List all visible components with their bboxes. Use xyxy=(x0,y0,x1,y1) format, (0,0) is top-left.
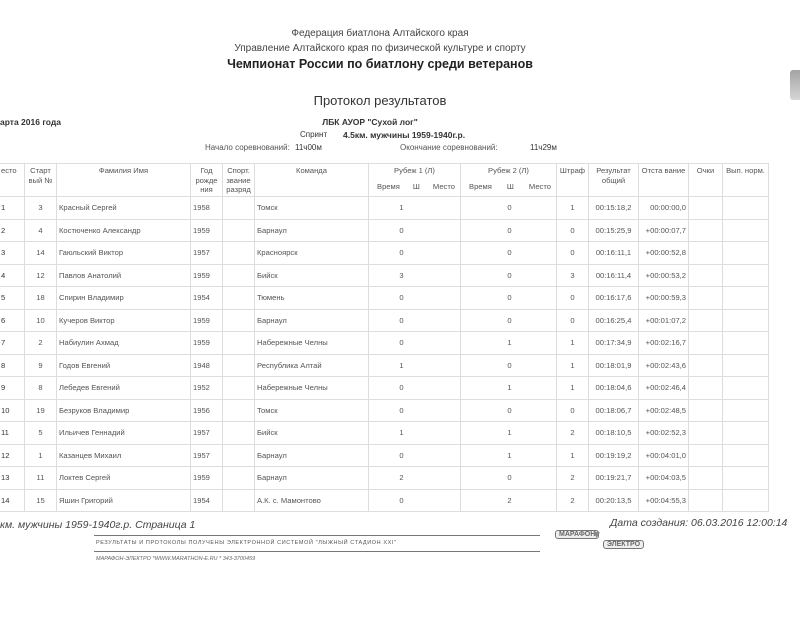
cell-penalty: 0 xyxy=(557,399,589,422)
discipline: Спринт xyxy=(300,130,328,139)
table-row xyxy=(0,242,769,265)
cell-gap: +00:04:55,3 xyxy=(639,489,689,512)
cell-team: Красноярск xyxy=(255,242,369,265)
cell-r2: 1 xyxy=(461,444,557,467)
cell-year: 1957 xyxy=(191,422,223,445)
table-row xyxy=(0,489,769,512)
cell-gap: +00:00:52,8 xyxy=(639,242,689,265)
cell-norm xyxy=(723,467,769,490)
cell-norm xyxy=(723,444,769,467)
cell-bib: 4 xyxy=(25,219,57,242)
cell-gap: +00:01:07,2 xyxy=(639,309,689,332)
category: 4.5км. мужчины 1959-1940г.р. xyxy=(343,130,466,140)
cell-bib: 18 xyxy=(25,287,57,310)
cell-rank xyxy=(223,219,255,242)
cell-result: 00:20:13,5 xyxy=(589,489,639,512)
cell-team: Республика Алтай xyxy=(255,354,369,377)
championship-title: Чемпионат России по биатлону среди ветеранов xyxy=(227,57,533,71)
start-label: Начало соревнований: xyxy=(205,143,290,152)
cell-norm xyxy=(723,399,769,422)
col-rank: Спорт. звание разряд xyxy=(223,164,255,197)
cell-points xyxy=(689,444,723,467)
cell-penalty: 3 xyxy=(557,264,589,287)
cell-year: 1948 xyxy=(191,354,223,377)
cell-rank xyxy=(223,264,255,287)
cell-place: 6 xyxy=(0,309,25,332)
cell-year: 1958 xyxy=(191,197,223,220)
cell-norm xyxy=(723,422,769,445)
cell-r1: 0 xyxy=(369,489,461,512)
logo-top: МАРАФОН xyxy=(555,530,599,539)
range2-label: Рубеж 2 (Л) xyxy=(488,166,529,175)
cell-place: 5 xyxy=(0,287,25,310)
cell-bib: 8 xyxy=(25,377,57,400)
table-row xyxy=(0,197,769,220)
cell-place: 11 xyxy=(0,422,25,445)
cell-year: 1959 xyxy=(191,309,223,332)
cell-penalty: 0 xyxy=(557,242,589,265)
logo-bottom: ЭЛЕКТРО xyxy=(603,540,644,549)
end-time: 11ч29м xyxy=(530,143,557,152)
table-row xyxy=(0,377,769,400)
cell-year: 1959 xyxy=(191,264,223,287)
cell-r2: 0 xyxy=(461,354,557,377)
range1-label: Рубеж 1 (Л) xyxy=(394,166,435,175)
cell-result: 00:18:06,7 xyxy=(589,399,639,422)
protocol-title: Протокол результатов xyxy=(313,93,447,108)
cell-norm xyxy=(723,287,769,310)
cell-rank xyxy=(223,467,255,490)
cell-result: 00:17:34,9 xyxy=(589,332,639,355)
cell-gap: +00:04:01,0 xyxy=(639,444,689,467)
cell-penalty: 2 xyxy=(557,467,589,490)
cell-penalty: 0 xyxy=(557,219,589,242)
cell-penalty: 2 xyxy=(557,489,589,512)
cell-year: 1954 xyxy=(191,489,223,512)
cell-r1: 0 xyxy=(369,444,461,467)
cell-penalty: 1 xyxy=(557,444,589,467)
col-penalty: Штраф xyxy=(557,164,589,197)
cell-team: Бийск xyxy=(255,422,369,445)
col-norm: Вып. норм. xyxy=(723,164,769,197)
cell-penalty: 0 xyxy=(557,309,589,332)
cell-place: 8 xyxy=(0,354,25,377)
cell-result: 00:19:19,2 xyxy=(589,444,639,467)
cell-place: 2 xyxy=(0,219,25,242)
col-range2 xyxy=(461,164,557,197)
cell-name: Костюченко Александр xyxy=(57,219,191,242)
cell-bib: 14 xyxy=(25,242,57,265)
cell-norm xyxy=(723,332,769,355)
col-name: Фамилия Имя xyxy=(57,164,191,197)
cell-points xyxy=(689,399,723,422)
cell-team: Набережные Челны xyxy=(255,332,369,355)
cell-norm xyxy=(723,377,769,400)
cell-r2: 0 xyxy=(461,197,557,220)
cell-r1: 0 xyxy=(369,219,461,242)
cell-team: Томск xyxy=(255,197,369,220)
footer-rule-top xyxy=(94,535,540,536)
cell-norm xyxy=(723,197,769,220)
cell-rank xyxy=(223,377,255,400)
start-time: 11ч00м xyxy=(295,143,322,152)
cell-points xyxy=(689,489,723,512)
cell-result: 00:16:25,4 xyxy=(589,309,639,332)
cell-name: Безруков Владимир xyxy=(57,399,191,422)
cell-bib: 1 xyxy=(25,444,57,467)
cell-team: Набережные Челны xyxy=(255,377,369,400)
cell-gap: +00:02:16,7 xyxy=(639,332,689,355)
cell-team: Бийск xyxy=(255,264,369,287)
cell-place: 12 xyxy=(0,444,25,467)
col-bib: Старт вый № xyxy=(25,164,57,197)
cell-result: 00:18:10,5 xyxy=(589,422,639,445)
cell-bib: 5 xyxy=(25,422,57,445)
cell-year: 1959 xyxy=(191,332,223,355)
cell-bib: 10 xyxy=(25,309,57,332)
cell-gap: +00:00:07,7 xyxy=(639,219,689,242)
cell-result: 00:16:11,1 xyxy=(589,242,639,265)
cell-result: 00:15:18,2 xyxy=(589,197,639,220)
cell-rank xyxy=(223,309,255,332)
cell-rank xyxy=(223,242,255,265)
cell-gap: 00:00:00,0 xyxy=(639,197,689,220)
range1-place: Место xyxy=(432,181,455,191)
cell-team: Барнаул xyxy=(255,444,369,467)
cell-penalty: 1 xyxy=(557,197,589,220)
cell-name: Годов Евгений xyxy=(57,354,191,377)
cell-norm xyxy=(723,264,769,287)
cell-place: 3 xyxy=(0,242,25,265)
cell-points xyxy=(689,467,723,490)
cell-norm xyxy=(723,489,769,512)
table-row xyxy=(0,422,769,445)
cell-year: 1959 xyxy=(191,467,223,490)
cell-penalty: 0 xyxy=(557,287,589,310)
cell-name: Локтев Сергей xyxy=(57,467,191,490)
cell-result: 00:16:11,4 xyxy=(589,264,639,287)
cell-r1: 1 xyxy=(369,197,461,220)
table-row xyxy=(0,444,769,467)
range2-time: Время xyxy=(469,181,492,191)
cell-rank xyxy=(223,197,255,220)
cell-place: 9 xyxy=(0,377,25,400)
cell-gap: +00:04:03,5 xyxy=(639,467,689,490)
range1-time: Время xyxy=(377,181,400,191)
cell-r1: 1 xyxy=(369,354,461,377)
cell-gap: +00:02:46,4 xyxy=(639,377,689,400)
range2-place: Место xyxy=(528,181,551,191)
page-info: км. мужчины 1959-1940г.р. Страница 1 xyxy=(0,519,196,531)
table-row xyxy=(0,332,769,355)
cell-r2: 0 xyxy=(461,467,557,490)
cell-result: 00:18:01,9 xyxy=(589,354,639,377)
range2-sh: Ш xyxy=(506,181,514,191)
cell-points xyxy=(689,264,723,287)
cell-place: 7 xyxy=(0,332,25,355)
cell-name: Кучеров Виктор xyxy=(57,309,191,332)
cell-bib: 12 xyxy=(25,264,57,287)
cell-bib: 15 xyxy=(25,489,57,512)
cell-r2: 1 xyxy=(461,332,557,355)
cell-r1: 0 xyxy=(369,309,461,332)
col-points: Очки xyxy=(689,164,723,197)
cell-points xyxy=(689,242,723,265)
cell-name: Павлов Анатолий xyxy=(57,264,191,287)
cell-result: 00:18:04,6 xyxy=(589,377,639,400)
cell-r2: 0 xyxy=(461,264,557,287)
cell-r2: 0 xyxy=(461,287,557,310)
cell-bib: 3 xyxy=(25,197,57,220)
table-row xyxy=(0,309,769,332)
cell-points xyxy=(689,287,723,310)
marathon-logo xyxy=(555,527,655,552)
table-row xyxy=(0,264,769,287)
cell-year: 1957 xyxy=(191,242,223,265)
table-row xyxy=(0,354,769,377)
cell-rank xyxy=(223,489,255,512)
cell-name: Казанцев Михаил xyxy=(57,444,191,467)
cell-name: Набиулин Ахмад xyxy=(57,332,191,355)
cell-r2: 0 xyxy=(461,242,557,265)
cell-result: 00:16:17,6 xyxy=(589,287,639,310)
cell-place: 4 xyxy=(0,264,25,287)
cell-name: Гаюльский Виктор xyxy=(57,242,191,265)
cell-year: 1952 xyxy=(191,377,223,400)
cell-team: Тюмень xyxy=(255,287,369,310)
federation-title: Федерация биатлона Алтайского края xyxy=(291,28,469,39)
cell-norm xyxy=(723,242,769,265)
cell-gap: +00:00:53,2 xyxy=(639,264,689,287)
cell-r1: 1 xyxy=(369,422,461,445)
cell-points xyxy=(689,377,723,400)
cell-result: 00:19:21,7 xyxy=(589,467,639,490)
cell-r1: 0 xyxy=(369,242,461,265)
table-row xyxy=(0,219,769,242)
cell-norm xyxy=(723,309,769,332)
cell-year: 1954 xyxy=(191,287,223,310)
cell-team: Барнаул xyxy=(255,467,369,490)
cell-place: 13 xyxy=(0,467,25,490)
cell-bib: 11 xyxy=(25,467,57,490)
cell-name: Спирин Владимир xyxy=(57,287,191,310)
cell-points xyxy=(689,219,723,242)
cell-r2: 1 xyxy=(461,422,557,445)
cell-points xyxy=(689,332,723,355)
system-line: РЕЗУЛЬТАТЫ И ПРОТОКОЛЫ ПОЛУЧЕНЫ ЭЛЕКТРОННОЙ СИСТЕМОЙ "ЛЫЖНЫЙ СТАДИОН XXI" xyxy=(96,540,397,546)
cell-team: Барнаул xyxy=(255,219,369,242)
cell-result: 00:15:25,9 xyxy=(589,219,639,242)
cell-norm xyxy=(723,219,769,242)
heart-icon: ♥ xyxy=(593,527,601,541)
cell-name: Ильичев Геннадий xyxy=(57,422,191,445)
col-team: Команда xyxy=(255,164,369,197)
col-place: есто xyxy=(0,164,25,197)
cell-penalty: 1 xyxy=(557,332,589,355)
cell-r1: 2 xyxy=(369,467,461,490)
cell-rank xyxy=(223,444,255,467)
col-year: Год рожде ния xyxy=(191,164,223,197)
cell-gap: +00:02:48,5 xyxy=(639,399,689,422)
footer-rule-bottom xyxy=(94,551,540,552)
col-result: Результат общий xyxy=(589,164,639,197)
cell-place: 10 xyxy=(0,399,25,422)
cell-gap: +00:02:43,6 xyxy=(639,354,689,377)
col-gap: Отста вание xyxy=(639,164,689,197)
cell-rank xyxy=(223,332,255,355)
cell-year: 1959 xyxy=(191,219,223,242)
table-row xyxy=(0,399,769,422)
cell-rank xyxy=(223,287,255,310)
cell-rank xyxy=(223,399,255,422)
creation-date: Дата создания: 06.03.2016 12:00:14 xyxy=(610,517,788,529)
table-row xyxy=(0,287,769,310)
competition-date: арта 2016 года xyxy=(0,117,61,127)
cell-place: 1 xyxy=(0,197,25,220)
cell-year: 1956 xyxy=(191,399,223,422)
cell-team: Томск xyxy=(255,399,369,422)
cell-name: Лебедев Евгений xyxy=(57,377,191,400)
cell-r1: 3 xyxy=(369,264,461,287)
range1-sh: Ш xyxy=(412,181,420,191)
cell-gap: +00:02:52,3 xyxy=(639,422,689,445)
contact-line: МАРАФОН-ЭЛЕКТРО *WWW.MARATHON-E.RU * 343-3700459 xyxy=(96,556,256,562)
cell-rank xyxy=(223,422,255,445)
cell-norm xyxy=(723,354,769,377)
cell-name: Яшин Григорий xyxy=(57,489,191,512)
cell-name: Красный Сергей xyxy=(57,197,191,220)
cell-points xyxy=(689,422,723,445)
cell-r2: 1 xyxy=(461,377,557,400)
cell-team: Барнаул xyxy=(255,309,369,332)
cell-gap: +00:00:59,3 xyxy=(639,287,689,310)
cell-points xyxy=(689,197,723,220)
results-table xyxy=(0,163,769,512)
cell-year: 1957 xyxy=(191,444,223,467)
cell-team: А.К. с. Мамонтово xyxy=(255,489,369,512)
cell-r1: 0 xyxy=(369,377,461,400)
cell-r1: 0 xyxy=(369,287,461,310)
cell-place: 14 xyxy=(0,489,25,512)
cell-penalty: 2 xyxy=(557,422,589,445)
cell-bib: 19 xyxy=(25,399,57,422)
cell-points xyxy=(689,309,723,332)
end-label: Окончание соревнований: xyxy=(400,143,498,152)
cell-penalty: 1 xyxy=(557,354,589,377)
cell-r2: 0 xyxy=(461,309,557,332)
scan-artifact xyxy=(790,70,800,100)
cell-points xyxy=(689,354,723,377)
cell-rank xyxy=(223,354,255,377)
col-range1 xyxy=(369,164,461,197)
table-row xyxy=(0,467,769,490)
cell-r1: 0 xyxy=(369,332,461,355)
cell-r2: 2 xyxy=(461,489,557,512)
venue: ЛБК АУОР "Сухой лог" xyxy=(322,117,418,127)
cell-r2: 0 xyxy=(461,219,557,242)
department-title: Управление Алтайского края по физической культуре и спорту xyxy=(234,43,526,54)
cell-r2: 0 xyxy=(461,399,557,422)
cell-bib: 9 xyxy=(25,354,57,377)
cell-penalty: 1 xyxy=(557,377,589,400)
cell-r1: 0 xyxy=(369,399,461,422)
cell-bib: 2 xyxy=(25,332,57,355)
